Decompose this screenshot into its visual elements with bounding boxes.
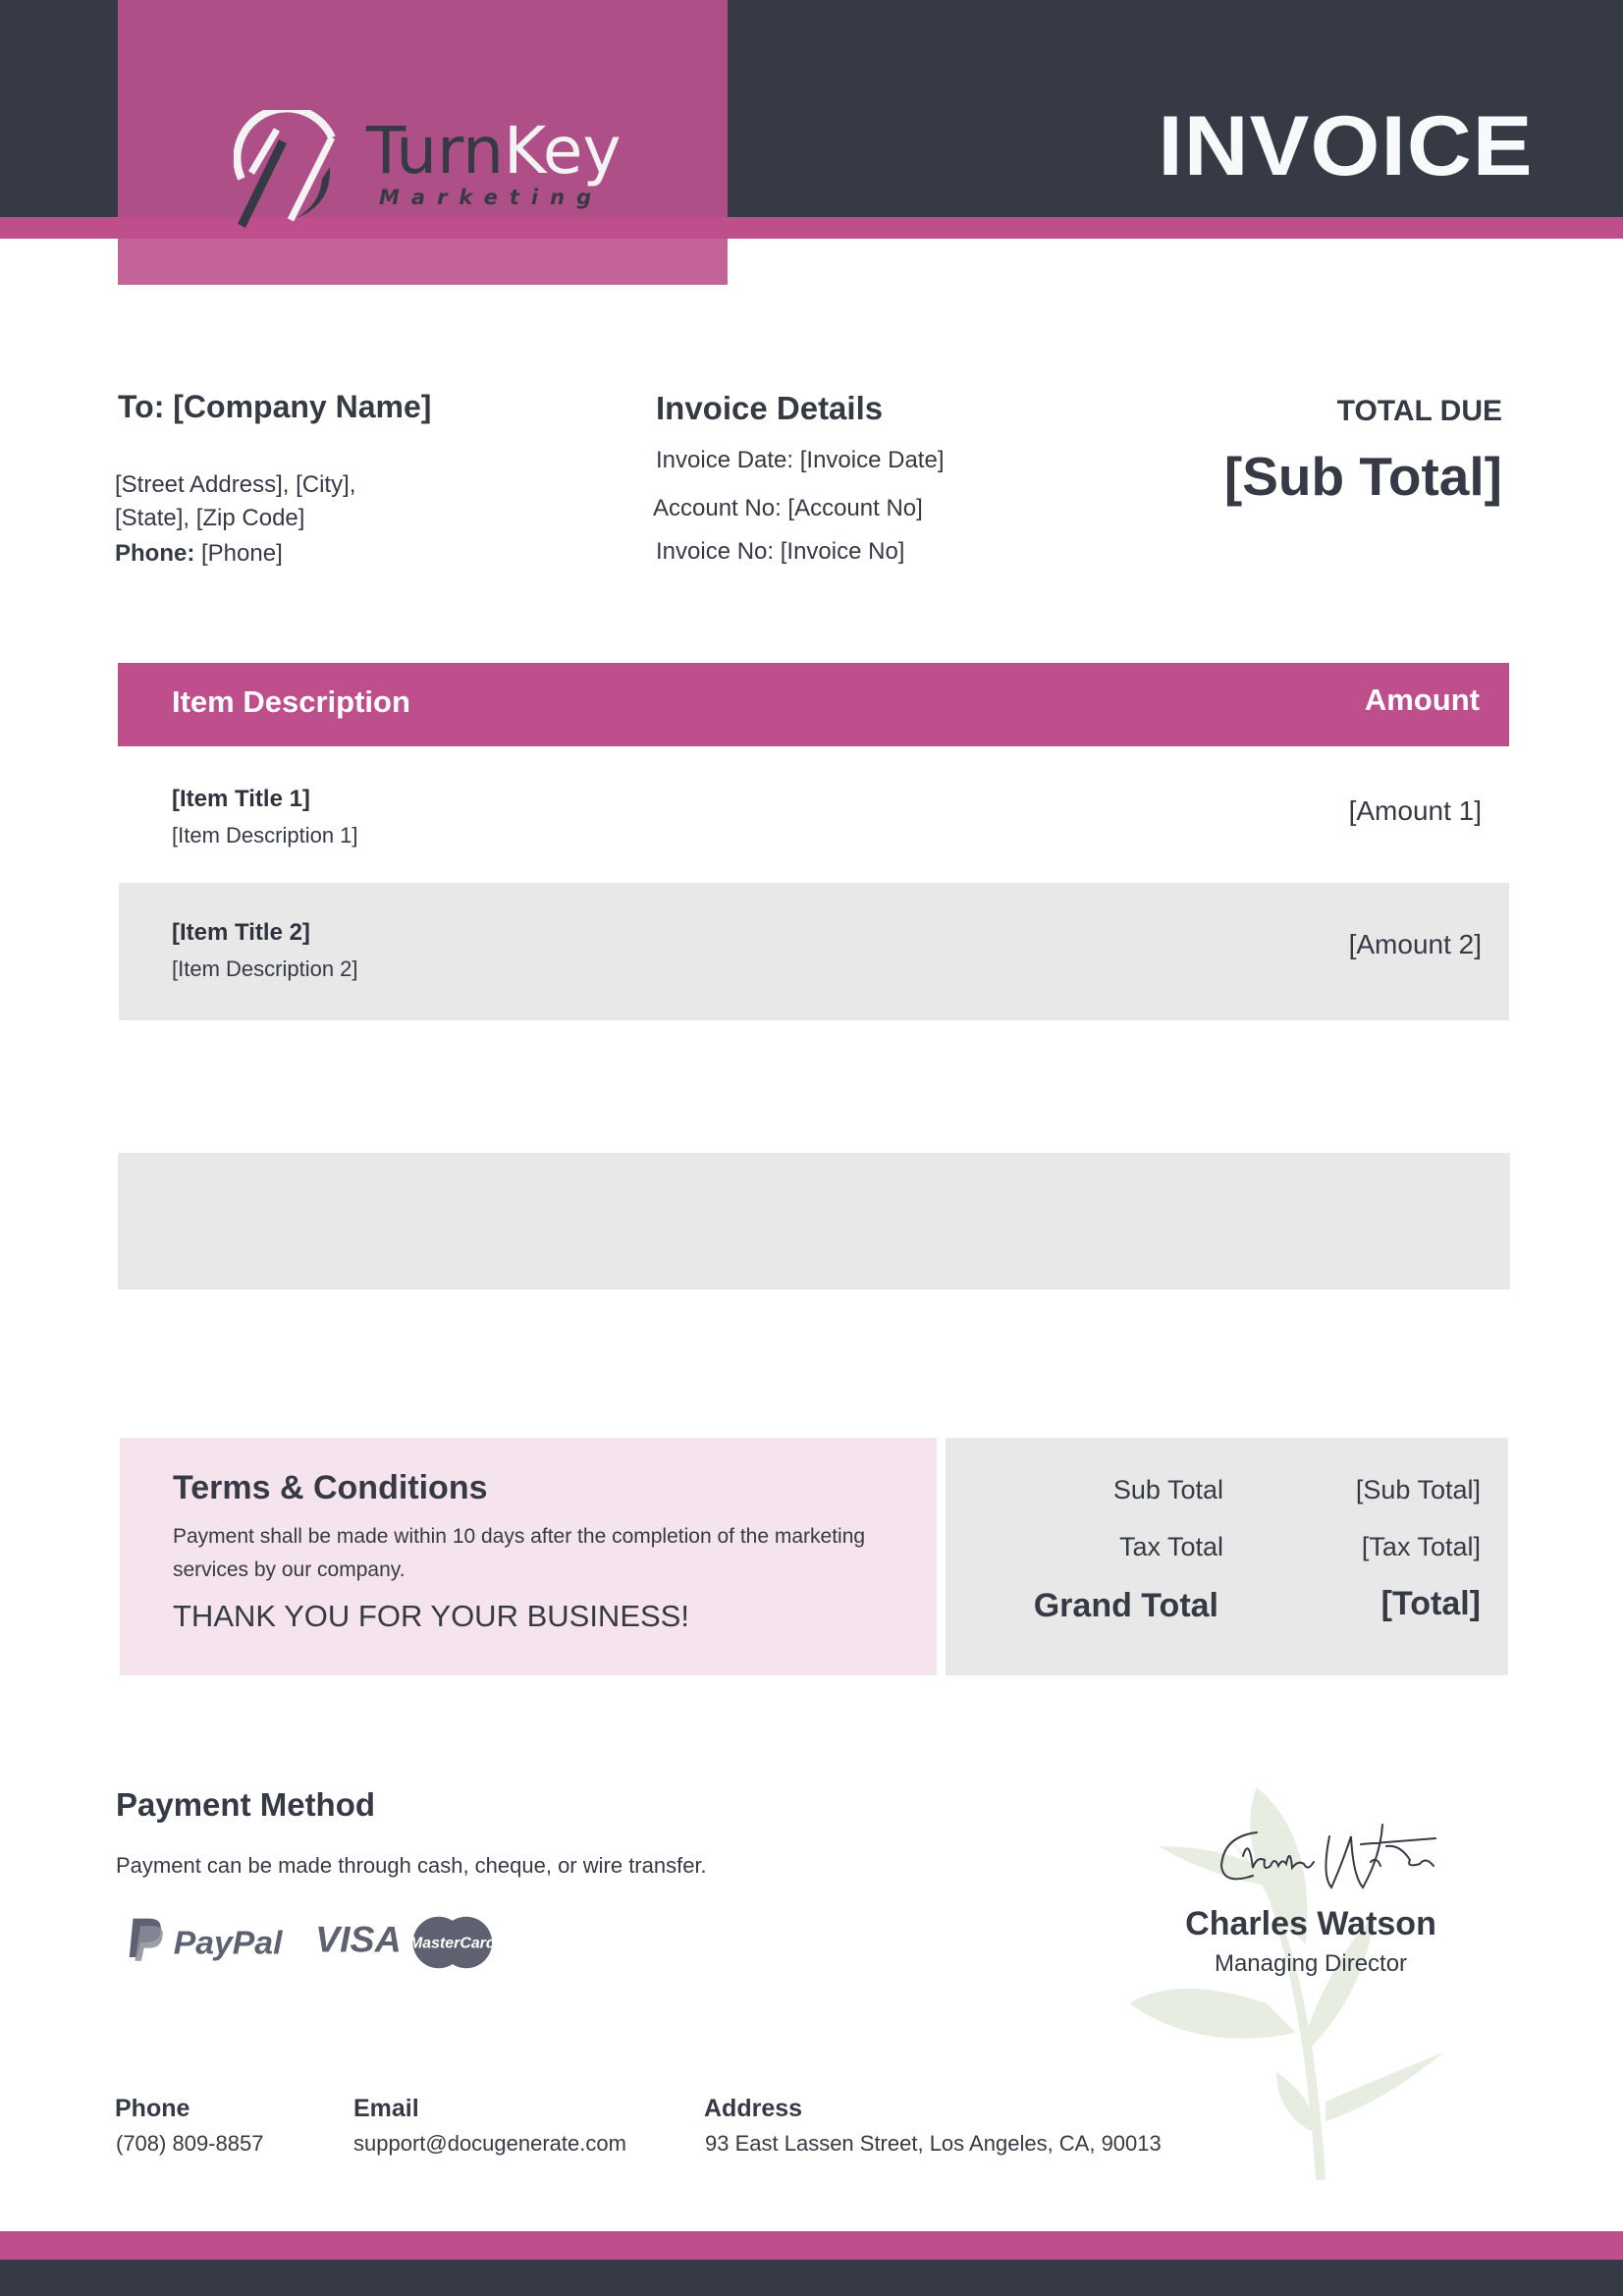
totals-panel <box>946 1438 1508 1675</box>
bill-to-heading: To: [Company Name] <box>118 389 432 424</box>
phone-label: Phone: <box>115 540 195 567</box>
sub-total-label: Sub Total <box>1112 1475 1223 1504</box>
total-due-value: [Sub Total] <box>1223 446 1502 507</box>
contact-address-label: Address <box>704 2095 803 2122</box>
payment-method-heading: Payment Method <box>116 1786 376 1823</box>
terms-body: Payment shall be made within 10 days after the completion of the marketing services by our company. <box>173 1525 866 1581</box>
contact-address-value: 93 East Lassen Street, Los Angeles, CA, 90013 <box>705 2131 1162 2156</box>
brand-tagline: Marketing <box>379 186 604 209</box>
table-row <box>119 883 1509 1020</box>
signatory-name: Charles Watson <box>1185 1905 1436 1942</box>
invoice-details-heading: Invoice Details <box>656 390 884 426</box>
footer-band <box>0 2260 1623 2296</box>
grand-total-value: [Total] <box>1380 1585 1481 1622</box>
sub-total-value: [Sub Total] <box>1355 1475 1481 1504</box>
item-amount: [Amount 2] <box>1348 929 1482 959</box>
empty-table-row <box>118 1153 1510 1289</box>
svg-text:PayPal: PayPal <box>173 1924 283 1962</box>
tax-total-label: Tax Total <box>1118 1532 1223 1561</box>
column-header-description: Item Description <box>172 684 410 719</box>
bill-to-address-line1: [Street Address], [City], <box>115 471 356 498</box>
signature-icon <box>1214 1817 1439 1895</box>
footer-accent-stripe <box>0 2231 1623 2260</box>
item-amount: [Amount 1] <box>1348 795 1482 826</box>
payment-logos <box>116 1913 548 1972</box>
svg-text:VISA: VISA <box>315 1918 402 1960</box>
item-description: [Item Description 2] <box>172 957 358 981</box>
column-header-amount: Amount <box>1364 683 1480 717</box>
signatory-role: Managing Director <box>1214 1950 1408 1977</box>
item-title: [Item Title 1] <box>172 786 310 812</box>
payment-method-body: Payment can be made through cash, cheque, or wire transfer. <box>116 1853 707 1878</box>
total-due-label: TOTAL DUE <box>1336 395 1502 427</box>
items-table-header <box>118 663 1509 746</box>
contact-phone-label: Phone <box>115 2095 190 2122</box>
contact-phone-value: (708) 809-8857 <box>116 2131 264 2156</box>
svg-text:MasterCard: MasterCard <box>409 1935 496 1952</box>
contact-email-value[interactable]: support@docugenerate.com <box>353 2131 626 2156</box>
mastercard-icon <box>409 1917 496 1969</box>
terms-heading: Terms & Conditions <box>173 1469 488 1506</box>
invoice-number: Invoice No: [Invoice No] <box>656 538 905 565</box>
item-title: [Item Title 2] <box>172 919 310 946</box>
terms-panel <box>120 1438 937 1675</box>
contact-email-label: Email <box>353 2095 419 2122</box>
brand-name: TurnKey <box>366 113 622 189</box>
paypal-icon <box>130 1919 283 1962</box>
logo-panel-lower <box>118 239 728 285</box>
visa-icon <box>315 1918 402 1959</box>
logo-panel-stripe <box>118 217 728 239</box>
invoice-date: Invoice Date: [Invoice Date] <box>656 447 945 473</box>
turnkey-logo-icon <box>234 110 342 232</box>
item-description: [Item Description 1] <box>172 823 358 847</box>
phone-value: [Phone] <box>201 540 283 567</box>
grand-total-label: Grand Total <box>1033 1587 1218 1624</box>
bill-to-address-line2: [State], [Zip Code] <box>115 505 305 531</box>
tax-total-value: [Tax Total] <box>1361 1532 1481 1561</box>
account-number: Account No: [Account No] <box>653 495 923 521</box>
bill-to-phone <box>115 540 283 568</box>
document-title: INVOICE <box>1158 99 1534 193</box>
thank-you-message: THANK YOU FOR YOUR BUSINESS! <box>173 1599 689 1633</box>
table-row <box>119 746 1509 884</box>
